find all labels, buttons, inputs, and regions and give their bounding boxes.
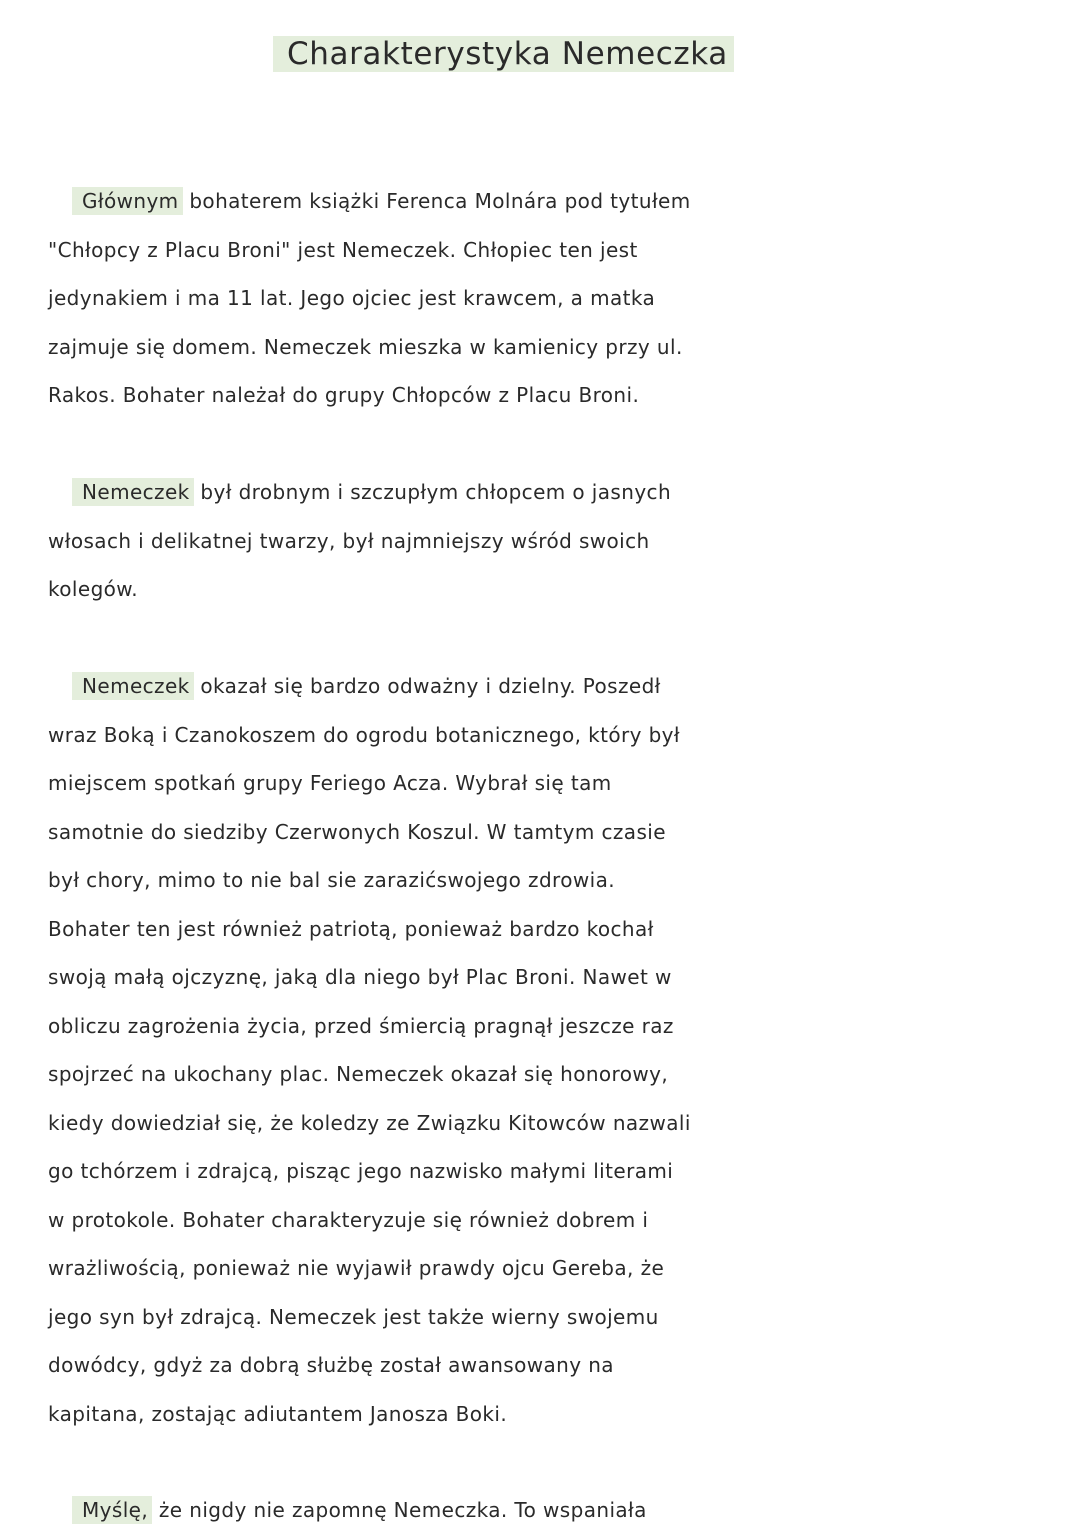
paragraph-line: samotnie do siedziby Czerwonych Koszul. W tamtym czasie [48,819,666,844]
title-highlight: Charakterystyka Nemeczka [273,36,734,72]
paragraph-line: Bohater ten jest również patriotą, ponieważ bardzo kochał [48,916,654,941]
page-title [273,30,734,78]
paragraph-line [0,662,1080,711]
paragraph-line: w protokole. Bohater charakteryzuje się również dobrem i [48,1207,649,1232]
paragraph-line [0,177,1080,226]
paragraph-line: zajmuje się domem. Nemeczek mieszka w kamienicy przy ul. [48,334,683,359]
paragraph-line [0,1486,1080,1535]
highlighted-word: Nemeczek [72,672,194,700]
paragraph-conclusion [0,1486,1080,1535]
paragraph-line: wraz Boką i Czanokoszem do ogrodu botanicznego, który był [48,722,680,747]
paragraph-line: kolegów. [48,577,138,601]
paragraph-line: spojrzeć na ukochany plac. Nemeczek okazał się honorowy, [48,1062,669,1086]
paragraph-line: jedynakiem i ma 11 lat. Jego ojciec jest krawcem, a matka [48,286,656,310]
paragraph-line: Rakos. Bohater należał do grupy Chłopców z Placu Broni. [48,383,640,407]
paragraph-line: kiedy dowiedział się, że koledzy ze Związku Kitowców nazwali [48,1110,691,1135]
line-text: był drobnym i szczupłym chłopcem o jasnych [193,480,672,504]
paragraph-line: jego syn był zdrajcą. Nemeczek jest także wierny swojemu [48,1304,659,1329]
paragraph-line: włosach i delikatnej twarzy, był najmniejszy wśród swoich [48,528,650,553]
paragraph-line: obliczu zagrożenia życia, przed śmiercią pragnął jeszcze raz [48,1013,674,1038]
paragraph-line: dowódcy, gdyż za dobrą służbę został awansowany na [48,1353,614,1377]
paragraph-intro [0,177,1080,420]
line-text: okazał się bardzo odważny i dzielny. Poszedł [193,674,661,698]
highlighted-word: Myślę, [72,1496,152,1524]
paragraph-line: swoją małą ojczyznę, jaką dla niego był Plac Broni. Nawet w [48,965,672,989]
paragraph-appearance [0,468,1080,614]
paragraph-line: wrażliwością, ponieważ nie wyjawił prawdy ojcu Gereba, że [48,1256,665,1280]
paragraph-line [0,468,1080,517]
line-text: bohaterem książki Ferenca Molnára pod tytułem [182,189,691,213]
paragraph-line: "Chłopcy z Placu Broni" jest Nemeczek. Chłopiec ten jest [48,237,638,262]
paragraph-line: miejscem spotkań grupy Feriego Acza. Wybrał się tam [48,771,612,795]
paragraph-line: kapitana, zostając adiutantem Janosza Boki. [48,1401,508,1426]
paragraph-line: go tchórzem i zdrajcą, pisząc jego nazwisko małymi literami [48,1159,674,1183]
highlighted-word: Głównym [72,187,183,215]
line-text: że nigdy nie zapomnę Nemeczka. To wspaniała [152,1498,647,1522]
paragraph-character [0,662,1080,1438]
highlighted-word: Nemeczek [72,478,194,506]
paragraph-line: był chory, mimo to nie bal sie zarazićswojego zdrowia. [48,868,615,892]
